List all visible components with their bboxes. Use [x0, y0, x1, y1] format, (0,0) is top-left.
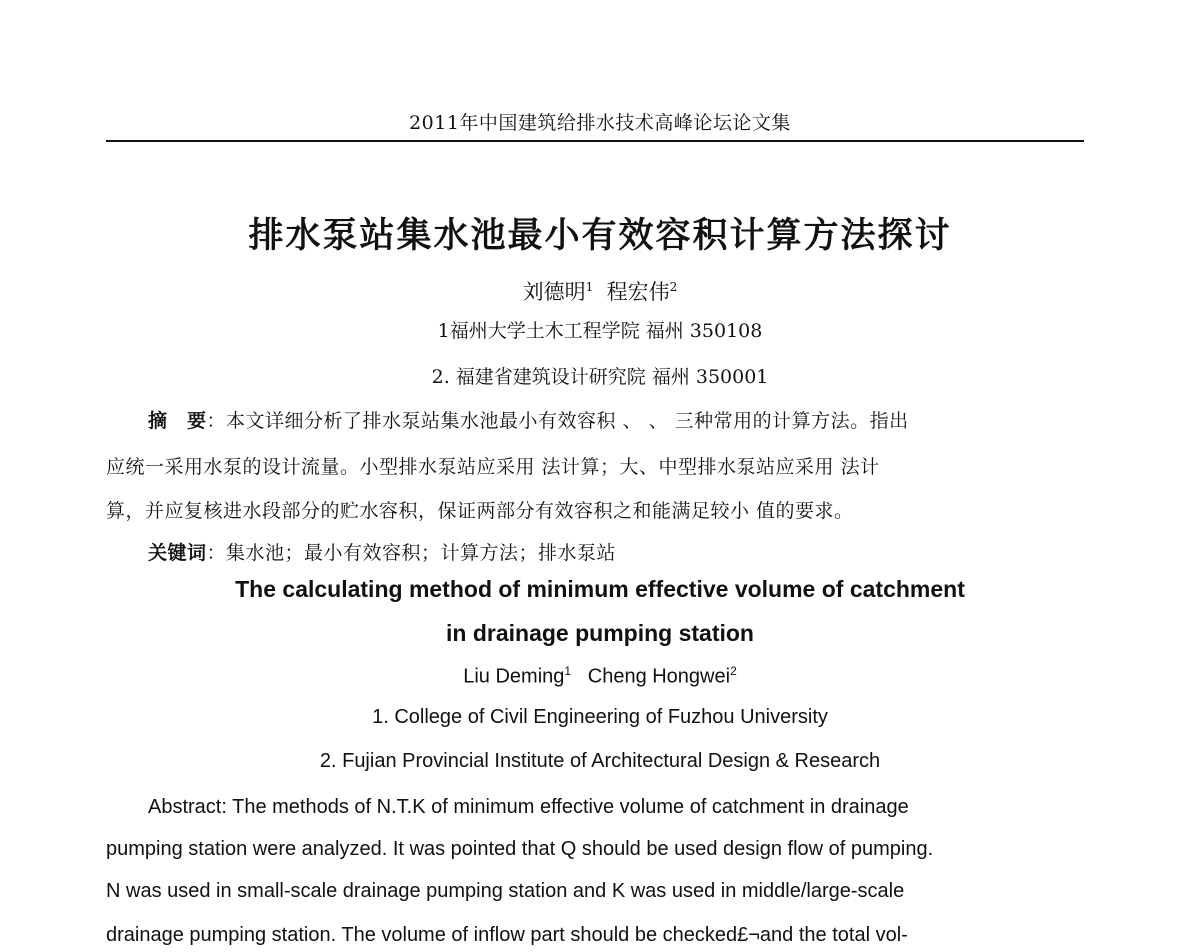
affiliation-en-1: 1. College of Civil Engineering of Fuzhou University	[372, 706, 828, 728]
author-en-1-affil: 1	[564, 664, 572, 678]
affiliation-cn-1: 1福州大学土木工程学院 福州 350108	[437, 320, 763, 342]
author-cn-2: 程宏伟	[606, 280, 670, 304]
abstract-cn-line-3: 算，并应复核进水段部分的贮水容积，保证两部分有效容积之和能满足较小 值的要求。	[106, 500, 854, 522]
authors-en	[0, 664, 1200, 689]
abstract-en-line-1: Abstract: The methods of N.T.K of minimum effective volume of catchment in drainage	[148, 796, 909, 818]
abstract-en-line-2: pumping station were analyzed. It was pointed that Q should be used design flow of pumping.	[106, 838, 934, 860]
author-en-2: Cheng Hongwei	[587, 665, 731, 688]
abstract-en-line-3: N was used in small-scale drainage pumping station and K was used in middle/large-scale	[106, 880, 905, 902]
keywords-cn-text: ：集水池；最小有效容积；计算方法；排水泵站	[206, 542, 617, 564]
affiliation-en-2: 2. Fujian Provincial Institute of Architectural Design & Research	[319, 750, 881, 772]
author-en-2-affil: 2	[730, 664, 737, 678]
affiliation-cn-2: 2. 福建省建筑设计研究院 福州 350001	[431, 366, 769, 388]
author-cn-2-affil: 2	[669, 280, 678, 294]
abstract-cn-line-2: 应统一采用水泵的设计流量。小型排水泵站应采用 法计算；大、中型排水泵站应采用 法计	[106, 456, 880, 478]
keywords-cn-label: 关键词	[148, 542, 207, 564]
paper-title-en-line-2: in drainage pumping station	[446, 620, 754, 646]
paper-title-cn: 排水泵站集水池最小有效容积计算方法探讨	[248, 216, 952, 256]
keywords-cn	[148, 538, 1126, 565]
running-header: 2011年中国建筑给排水技术高峰论坛论文集	[409, 112, 791, 134]
header-rule	[106, 140, 1084, 142]
authors-cn	[0, 276, 1200, 306]
abstract-cn-line-1	[148, 406, 1084, 433]
author-en-1: Liu Deming	[463, 665, 565, 688]
author-cn-1: 刘德明	[522, 280, 586, 304]
abstract-cn-label: 摘 要	[148, 410, 207, 432]
abstract-en-line-4: drainage pumping station. The volume of inflow part should be checked£¬and the total vol-	[106, 924, 908, 946]
author-cn-1-affil: 1	[585, 280, 594, 294]
paper-title-en-line-1: The calculating method of minimum effective volume of catchment	[235, 576, 965, 602]
abstract-cn-text-1: ：本文详细分析了排水泵站集水池最小有效容积 、 、 三种常用的计算方法。指出	[206, 410, 909, 432]
